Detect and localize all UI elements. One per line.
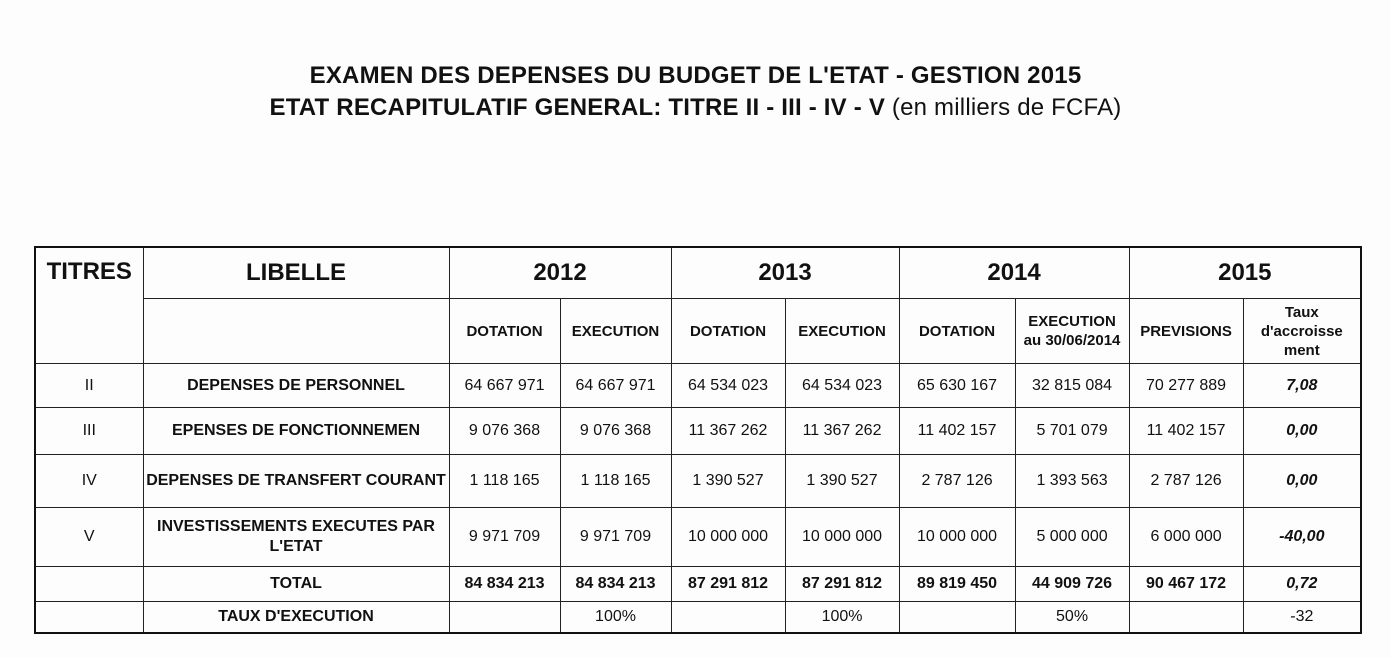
taux-cell: 0,00 bbox=[1243, 455, 1361, 508]
previsions-2015-cell: 2 787 126 bbox=[1129, 455, 1243, 508]
header-execution-2014: EXECUTION au 30/06/2014 bbox=[1015, 299, 1129, 364]
execution-2014-cell: 5 000 000 bbox=[1015, 508, 1129, 567]
header-titres: TITRES bbox=[35, 247, 143, 364]
blank-cell bbox=[899, 602, 1015, 634]
taux-execution-label: TAUX D'EXECUTION bbox=[143, 602, 449, 634]
title-line-2 bbox=[0, 92, 1391, 124]
budget-summary-table bbox=[34, 246, 1362, 634]
header-dotation-2012: DOTATION bbox=[449, 299, 560, 364]
libelle-cell: EPENSES DE FONCTIONNEMEN bbox=[143, 408, 449, 455]
execution-2013-cell: 64 534 023 bbox=[785, 364, 899, 408]
header-execution-2013: EXECUTION bbox=[785, 299, 899, 364]
table-row bbox=[35, 455, 1361, 508]
header-year-2014: 2014 bbox=[899, 247, 1129, 299]
header-dotation-2013: DOTATION bbox=[671, 299, 785, 364]
total-execution-2012: 84 834 213 bbox=[560, 567, 671, 602]
execution-2014-cell: 1 393 563 bbox=[1015, 455, 1129, 508]
taux-execution-row bbox=[35, 602, 1361, 634]
titre-cell: II bbox=[35, 364, 143, 408]
blank-cell bbox=[449, 602, 560, 634]
execution-2012-cell: 9 076 368 bbox=[560, 408, 671, 455]
total-execution-2014: 44 909 726 bbox=[1015, 567, 1129, 602]
titre-cell-blank bbox=[35, 602, 143, 634]
title-line-1: EXAMEN DES DEPENSES DU BUDGET DE L'ETAT - GESTION 2015 bbox=[309, 62, 1082, 89]
dotation-2013-cell: 1 390 527 bbox=[671, 455, 785, 508]
dotation-2013-cell: 64 534 023 bbox=[671, 364, 785, 408]
taux-execution-2012: 100% bbox=[560, 602, 671, 634]
taux-execution-value: -32 bbox=[1243, 602, 1361, 634]
header-libelle-blank bbox=[143, 299, 449, 364]
previsions-2015-cell: 6 000 000 bbox=[1129, 508, 1243, 567]
total-taux: 0,72 bbox=[1243, 567, 1361, 602]
libelle-cell: DEPENSES DE PERSONNEL bbox=[143, 364, 449, 408]
header-previsions-2015: PREVISIONS bbox=[1129, 299, 1243, 364]
execution-2014-cell: 32 815 084 bbox=[1015, 364, 1129, 408]
title-line-2-main: ETAT RECAPITULATIF GENERAL: TITRE II - III - IV - V bbox=[269, 94, 886, 121]
taux-cell: 7,08 bbox=[1243, 364, 1361, 408]
taux-execution-2013: 100% bbox=[785, 602, 899, 634]
header-libelle: LIBELLE bbox=[143, 247, 449, 299]
previsions-2015-cell: 70 277 889 bbox=[1129, 364, 1243, 408]
libelle-cell: DEPENSES DE TRANSFERT COURANT bbox=[143, 455, 449, 508]
total-previsions-2015: 90 467 172 bbox=[1129, 567, 1243, 602]
previsions-2015-cell: 11 402 157 bbox=[1129, 408, 1243, 455]
execution-2014-cell: 5 701 079 bbox=[1015, 408, 1129, 455]
execution-2013-cell: 10 000 000 bbox=[785, 508, 899, 567]
header-year-2012: 2012 bbox=[449, 247, 671, 299]
header-dotation-2014: DOTATION bbox=[899, 299, 1015, 364]
table-row bbox=[35, 364, 1361, 408]
taux-execution-2014: 50% bbox=[1015, 602, 1129, 634]
dotation-2012-cell: 9 971 709 bbox=[449, 508, 560, 567]
table-row bbox=[35, 408, 1361, 455]
header-taux-accroissement: Taux d'accroisse ment bbox=[1243, 299, 1361, 364]
title-unit: (en milliers de FCFA) bbox=[891, 94, 1122, 121]
dotation-2012-cell: 1 118 165 bbox=[449, 455, 560, 508]
libelle-cell: INVESTISSEMENTS EXECUTES PAR L'ETAT bbox=[143, 508, 449, 567]
total-dotation-2014: 89 819 450 bbox=[899, 567, 1015, 602]
dotation-2014-cell: 10 000 000 bbox=[899, 508, 1015, 567]
execution-2013-cell: 11 367 262 bbox=[785, 408, 899, 455]
titre-cell: III bbox=[35, 408, 143, 455]
titre-cell: V bbox=[35, 508, 143, 567]
total-dotation-2012: 84 834 213 bbox=[449, 567, 560, 602]
titre-cell-blank bbox=[35, 567, 143, 602]
header-year-2013: 2013 bbox=[671, 247, 899, 299]
dotation-2012-cell: 64 667 971 bbox=[449, 364, 560, 408]
dotation-2014-cell: 65 630 167 bbox=[899, 364, 1015, 408]
taux-cell: 0,00 bbox=[1243, 408, 1361, 455]
total-row bbox=[35, 567, 1361, 602]
header-year-2015: 2015 bbox=[1129, 247, 1361, 299]
dotation-2013-cell: 10 000 000 bbox=[671, 508, 785, 567]
execution-2012-cell: 64 667 971 bbox=[560, 364, 671, 408]
header-row-subcolumns bbox=[35, 299, 1361, 364]
dotation-2012-cell: 9 076 368 bbox=[449, 408, 560, 455]
execution-2013-cell: 1 390 527 bbox=[785, 455, 899, 508]
blank-cell bbox=[1129, 602, 1243, 634]
dotation-2014-cell: 11 402 157 bbox=[899, 408, 1015, 455]
dotation-2014-cell: 2 787 126 bbox=[899, 455, 1015, 508]
execution-2012-cell: 9 971 709 bbox=[560, 508, 671, 567]
header-execution-2012: EXECUTION bbox=[560, 299, 671, 364]
execution-2012-cell: 1 118 165 bbox=[560, 455, 671, 508]
taux-cell: -40,00 bbox=[1243, 508, 1361, 567]
dotation-2013-cell: 11 367 262 bbox=[671, 408, 785, 455]
total-label: TOTAL bbox=[143, 567, 449, 602]
titre-cell: IV bbox=[35, 455, 143, 508]
table-row bbox=[35, 508, 1361, 567]
total-dotation-2013: 87 291 812 bbox=[671, 567, 785, 602]
header-row-years bbox=[35, 247, 1361, 299]
total-execution-2013: 87 291 812 bbox=[785, 567, 899, 602]
blank-cell bbox=[671, 602, 785, 634]
document-title bbox=[0, 60, 1391, 124]
